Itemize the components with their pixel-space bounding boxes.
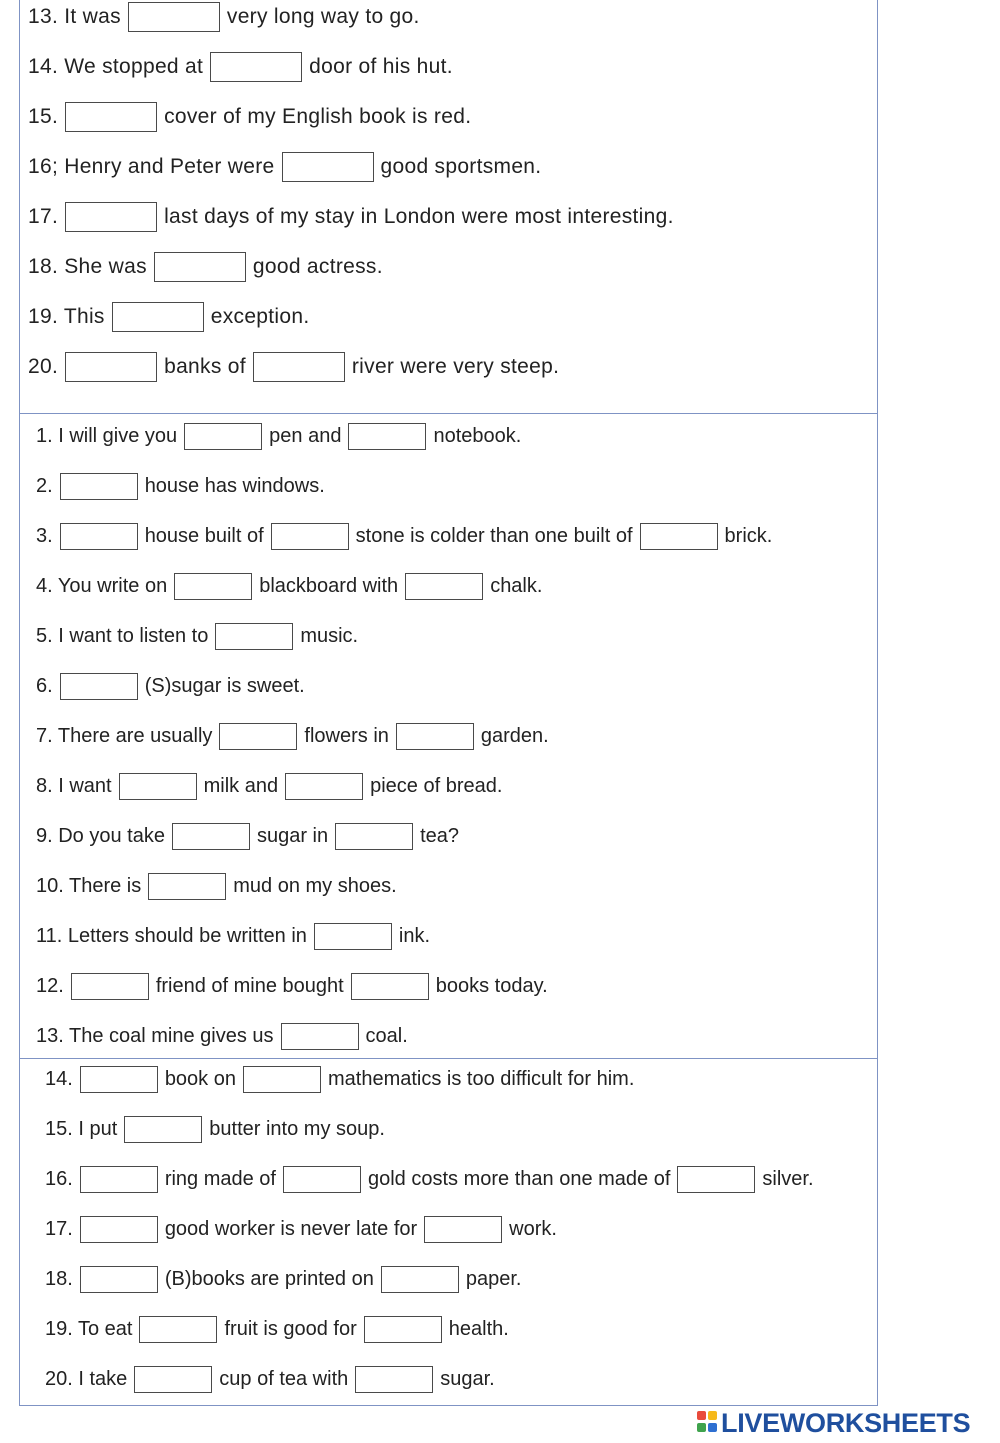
answer-blank[interactable] [253, 352, 345, 382]
answer-blank[interactable] [424, 1216, 502, 1243]
answer-blank[interactable] [271, 523, 349, 550]
answer-blank[interactable] [172, 823, 250, 850]
sentence-text: 7. There are usually [36, 724, 213, 747]
sentence-text: 14. [45, 1067, 73, 1090]
exercise-item [45, 1112, 385, 1146]
liveworksheets-logo-icon [697, 1411, 719, 1435]
sentence-text: 18. [45, 1267, 73, 1290]
sentence-text: books today. [435, 974, 548, 997]
exercise-item [45, 1262, 521, 1296]
answer-blank[interactable] [396, 723, 474, 750]
answer-blank[interactable] [60, 523, 138, 550]
sentence-text: 11. Letters should be written in [36, 924, 307, 947]
sentence-text: last days of my stay in London were most interesting. [164, 205, 674, 228]
exercise-section-3 [19, 1059, 878, 1406]
sentence-text: music. [300, 624, 359, 647]
sentence-text: friend of mine bought [155, 974, 344, 997]
sentence-text: 16. [45, 1167, 73, 1190]
sentence-text: pen and [269, 424, 342, 447]
sentence-text: chalk. [490, 574, 543, 597]
answer-blank[interactable] [405, 573, 483, 600]
liveworksheets-logo-text: LIVEWORKSHEETS [721, 1407, 971, 1438]
sentence-text: exception. [210, 305, 310, 328]
exercise-item [28, 100, 471, 134]
sentence-text: 12. [36, 974, 64, 997]
liveworksheets-logo [697, 1408, 970, 1438]
answer-blank[interactable] [285, 773, 363, 800]
sentence-text: stone is colder than one built of [355, 524, 633, 547]
exercise-item [36, 1019, 408, 1053]
sentence-text: 5. I want to listen to [36, 624, 209, 647]
sentence-text: paper. [465, 1267, 522, 1290]
sentence-text: door of his hut. [309, 55, 453, 78]
answer-blank[interactable] [677, 1166, 755, 1193]
answer-blank[interactable] [134, 1366, 212, 1393]
sentence-text: 20. I take [45, 1367, 128, 1390]
sentence-text: river were very steep. [351, 355, 560, 378]
sentence-text: 3. [36, 524, 53, 547]
sentence-text: 13. It was [28, 5, 121, 28]
exercise-section-2 [19, 414, 878, 1059]
exercise-item [36, 419, 521, 453]
exercise-item [45, 1312, 509, 1346]
answer-blank[interactable] [348, 423, 426, 450]
answer-blank[interactable] [124, 1116, 202, 1143]
sentence-text: 6. [36, 674, 53, 697]
sentence-text: good worker is never late for [164, 1217, 418, 1240]
answer-blank[interactable] [215, 623, 293, 650]
sentence-text: 19. To eat [45, 1317, 133, 1340]
exercise-item [36, 569, 542, 603]
exercise-item [36, 969, 548, 1003]
sentence-text: mud on my shoes. [233, 874, 397, 897]
sentence-text: 17. [45, 1217, 73, 1240]
sentence-text: cup of tea with [219, 1367, 349, 1390]
answer-blank[interactable] [65, 102, 157, 132]
answer-blank[interactable] [351, 973, 429, 1000]
sentence-text: flowers in [304, 724, 389, 747]
exercise-item [28, 200, 674, 234]
sentence-text: (B)books are printed on [164, 1267, 374, 1290]
exercise-item [36, 919, 430, 953]
exercise-item [36, 769, 502, 803]
sentence-text: 15. I put [45, 1117, 118, 1140]
answer-blank[interactable] [283, 1166, 361, 1193]
sentence-text: notebook. [433, 424, 522, 447]
answer-blank[interactable] [335, 823, 413, 850]
sentence-text: 15. [28, 105, 59, 128]
sentence-text: butter into my soup. [209, 1117, 385, 1140]
exercise-item [45, 1162, 814, 1196]
answer-blank[interactable] [148, 873, 226, 900]
answer-blank[interactable] [80, 1216, 158, 1243]
exercise-item [36, 669, 305, 703]
answer-blank[interactable] [65, 352, 157, 382]
answer-blank[interactable] [364, 1316, 442, 1343]
sentence-text: good sportsmen. [380, 155, 542, 178]
sentence-text: fruit is good for [224, 1317, 357, 1340]
exercise-section-1 [19, 0, 878, 414]
sentence-text: 14. We stopped at [28, 55, 204, 78]
sentence-text: sugar in [256, 824, 329, 847]
answer-blank[interactable] [80, 1266, 158, 1293]
sentence-text: 9. Do you take [36, 824, 165, 847]
exercise-item [36, 869, 397, 903]
exercise-item [28, 300, 309, 334]
answer-blank[interactable] [219, 723, 297, 750]
sentence-text: 13. The coal mine gives us [36, 1024, 274, 1047]
sentence-text: cover of my English book is red. [164, 105, 472, 128]
sentence-text: 19. This [28, 305, 105, 328]
exercise-item [45, 1212, 557, 1246]
answer-blank[interactable] [139, 1316, 217, 1343]
answer-blank[interactable] [210, 52, 302, 82]
sentence-text: banks of [164, 355, 246, 378]
sentence-text: gold costs more than one made of [367, 1167, 671, 1190]
answer-blank[interactable] [60, 473, 138, 500]
exercise-item [28, 50, 453, 84]
sentence-text: 10. There is [36, 874, 142, 897]
sentence-text: ring made of [164, 1167, 276, 1190]
answer-blank[interactable] [314, 923, 392, 950]
sentence-text: health. [448, 1317, 509, 1340]
exercise-item [45, 1062, 634, 1096]
exercise-item [36, 469, 325, 503]
sentence-text: work. [509, 1217, 557, 1240]
sentence-text: tea? [420, 824, 460, 847]
answer-blank[interactable] [243, 1066, 321, 1093]
answer-blank[interactable] [71, 973, 149, 1000]
exercise-item [36, 519, 772, 553]
answer-blank[interactable] [80, 1166, 158, 1193]
sentence-text: house built of [144, 524, 264, 547]
sentence-text: 18. She was [28, 255, 147, 278]
sentence-text: milk and [203, 774, 279, 797]
answer-blank[interactable] [282, 152, 374, 182]
answer-blank[interactable] [381, 1266, 459, 1293]
sentence-text: mathematics is too difficult for him. [327, 1067, 635, 1090]
exercise-item [36, 719, 549, 753]
answer-blank[interactable] [112, 302, 204, 332]
sentence-text: 8. I want [36, 774, 112, 797]
sentence-text: coal. [365, 1024, 408, 1047]
sentence-text: 17. [28, 205, 59, 228]
sentence-text: piece of bread. [370, 774, 503, 797]
answer-blank[interactable] [60, 673, 138, 700]
sentence-text: 2. [36, 474, 53, 497]
sentence-text: blackboard with [259, 574, 399, 597]
sentence-text: 1. I will give you [36, 424, 178, 447]
answer-blank[interactable] [281, 1023, 359, 1050]
sentence-text: very long way to go. [226, 5, 420, 28]
answer-blank[interactable] [174, 573, 252, 600]
exercise-item [28, 350, 559, 384]
exercise-item [28, 150, 541, 184]
sentence-text: brick. [724, 524, 773, 547]
sentence-text: garden. [480, 724, 549, 747]
sentence-text: good actress. [252, 255, 383, 278]
answer-blank[interactable] [154, 252, 246, 282]
exercise-item [28, 250, 383, 284]
answer-blank[interactable] [128, 2, 220, 32]
answer-blank[interactable] [355, 1366, 433, 1393]
sentence-text: sugar. [440, 1367, 495, 1390]
sentence-text: (S)sugar is sweet. [144, 674, 305, 697]
exercise-item [36, 619, 358, 653]
sentence-text: 20. [28, 355, 59, 378]
sentence-text: 16; Henry and Peter were [28, 155, 275, 178]
answer-blank[interactable] [640, 523, 718, 550]
answer-blank[interactable] [119, 773, 197, 800]
exercise-item [36, 819, 459, 853]
sentence-text: ink. [398, 924, 431, 947]
answer-blank[interactable] [184, 423, 262, 450]
sentence-text: book on [164, 1067, 236, 1090]
answer-blank[interactable] [80, 1066, 158, 1093]
sentence-text: house has windows. [144, 474, 325, 497]
sentence-text: silver. [762, 1167, 814, 1190]
sentence-text: 4. You write on [36, 574, 168, 597]
answer-blank[interactable] [65, 202, 157, 232]
exercise-item [28, 0, 420, 34]
exercise-item [45, 1362, 495, 1396]
